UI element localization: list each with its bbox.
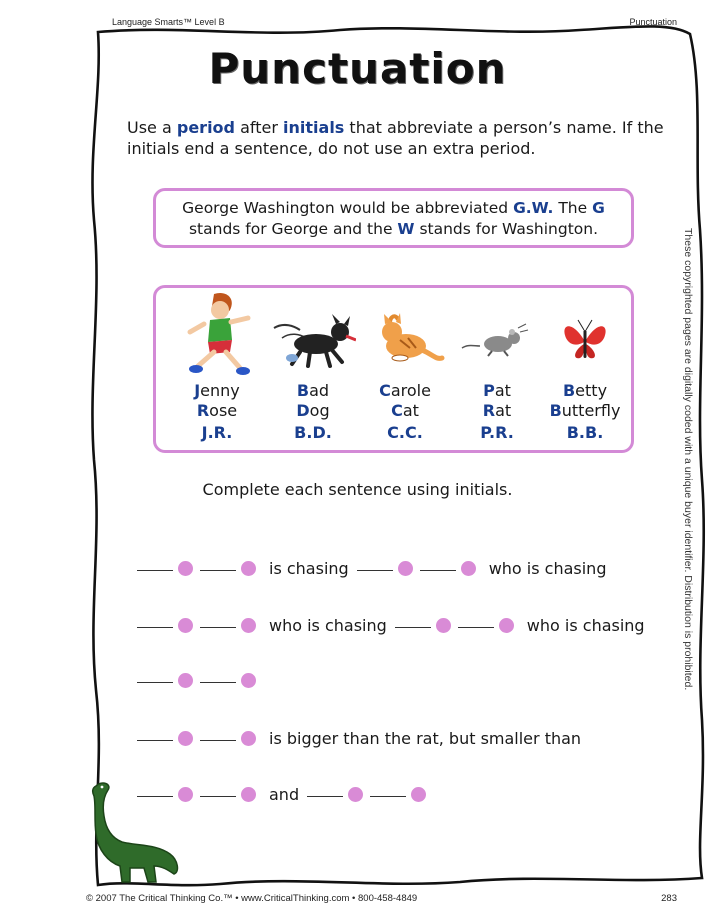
initials-label: P.R. xyxy=(480,423,514,442)
dog-icon xyxy=(270,288,356,380)
last-name-rest: at xyxy=(402,401,419,420)
first-initial-letter: C xyxy=(379,381,391,400)
first-name xyxy=(174,381,260,401)
example-text xyxy=(166,198,621,240)
sentence-row-1 xyxy=(137,558,614,582)
example-fragment: stands for George and the xyxy=(188,220,398,238)
last-initial-letter: R xyxy=(482,401,496,420)
instructions-text: after xyxy=(235,118,284,137)
instructions xyxy=(127,117,667,159)
first-name xyxy=(362,381,448,401)
period-dot xyxy=(398,561,413,576)
period-dot xyxy=(461,561,476,576)
keyword-period: period xyxy=(176,118,235,137)
period-dot xyxy=(178,731,193,746)
answer-blank[interactable] xyxy=(420,570,456,571)
first-initial-letter: B xyxy=(562,381,576,400)
initials-label: B.B. xyxy=(566,423,604,442)
rat-icon xyxy=(454,288,540,380)
butterfly-icon xyxy=(542,288,628,380)
example-letter-w: W xyxy=(397,220,415,238)
answer-blank[interactable] xyxy=(137,682,173,683)
answer-blank[interactable] xyxy=(200,796,236,797)
period-dot xyxy=(241,731,256,746)
answer-blank[interactable] xyxy=(137,570,173,571)
example-initials: G.W. xyxy=(513,199,554,217)
sentence-row-2 xyxy=(137,615,653,639)
period-dot xyxy=(411,787,426,802)
first-name xyxy=(454,381,540,401)
exercise-heading: Complete each sentence using initials. xyxy=(202,480,513,499)
answer-blank[interactable] xyxy=(458,627,494,628)
instructions-text: Use a xyxy=(127,118,177,137)
answer-blank[interactable] xyxy=(200,740,236,741)
last-name xyxy=(362,401,448,421)
header-topic-label: Punctuation xyxy=(629,17,677,27)
last-name-rest: utterfly xyxy=(561,401,621,420)
last-name xyxy=(270,401,356,421)
last-name-rest: at xyxy=(495,401,512,420)
animals-box xyxy=(153,285,634,453)
page-title: Punctuation xyxy=(208,44,507,93)
first-initial-letter: B xyxy=(296,381,310,400)
first-name-rest: etty xyxy=(575,381,608,400)
example-fragment: George Washington would be abbreviated xyxy=(182,199,514,217)
instructions-text: that abbreviate a person’s name. If the initials end a sentence, do not use an extra period. xyxy=(127,118,664,158)
period-dot xyxy=(499,618,514,633)
keyword-initials: initials xyxy=(283,118,345,137)
initials-label: C.C. xyxy=(387,423,423,442)
period-dot xyxy=(241,618,256,633)
period-dot xyxy=(241,561,256,576)
first-name-rest: at xyxy=(494,381,511,400)
first-initial-letter: J xyxy=(194,381,201,400)
first-initial-letter: P xyxy=(483,381,495,400)
last-name xyxy=(454,401,540,421)
sentence-text: who is chasing xyxy=(269,616,387,635)
running-girl-icon xyxy=(174,288,260,380)
period-dot xyxy=(178,561,193,576)
answer-blank[interactable] xyxy=(200,682,236,683)
initials-label: B.D. xyxy=(294,423,332,442)
answer-blank[interactable] xyxy=(370,796,406,797)
answer-blank[interactable] xyxy=(137,740,173,741)
last-name xyxy=(174,401,260,421)
answer-blank[interactable] xyxy=(395,627,431,628)
answer-blank[interactable] xyxy=(200,570,236,571)
sentence-text: is chasing xyxy=(269,559,349,578)
first-name-rest: ad xyxy=(309,381,330,400)
sentence-row-3 xyxy=(137,670,263,694)
period-dot xyxy=(178,673,193,688)
example-fragment: The xyxy=(553,199,593,217)
copyright-side-note: These copyrighted pages are digitally coded with a unique buyer identifier. Distribution is prohibited. xyxy=(682,228,694,691)
answer-blank[interactable] xyxy=(137,627,173,628)
first-name-rest: enny xyxy=(200,381,240,400)
example-fragment: stands for Washington. xyxy=(414,220,599,238)
initials-label: J.R. xyxy=(201,423,233,442)
sentence-text: and xyxy=(269,785,300,804)
last-initial-letter: C xyxy=(391,401,403,420)
first-name-rest: arole xyxy=(390,381,431,400)
period-dot xyxy=(348,787,363,802)
last-initial-letter: R xyxy=(196,401,210,420)
example-box xyxy=(153,188,634,248)
last-name xyxy=(542,401,628,421)
header-series-label: Language Smarts™ Level B xyxy=(112,17,225,27)
sentence-text: who is chasing xyxy=(526,616,645,635)
last-name-rest: ose xyxy=(209,401,238,420)
first-name xyxy=(542,381,628,401)
sentence-text: is bigger than the rat, but smaller than xyxy=(269,729,582,748)
cat-icon xyxy=(362,288,448,380)
first-name xyxy=(270,381,356,401)
period-dot xyxy=(241,787,256,802)
answer-blank[interactable] xyxy=(307,796,343,797)
page-number: 283 xyxy=(661,893,677,904)
period-dot xyxy=(436,618,451,633)
period-dot xyxy=(241,673,256,688)
last-initial-letter: D xyxy=(296,401,310,420)
last-name-rest: og xyxy=(309,401,330,420)
sentence-row-4 xyxy=(137,728,589,752)
footer-copyright: © 2007 The Critical Thinking Co.™ • www.CriticalThinking.com • 800-458-4849 xyxy=(86,893,418,904)
answer-blank[interactable] xyxy=(200,627,236,628)
answer-blank[interactable] xyxy=(357,570,393,571)
dinosaur-icon xyxy=(82,780,182,888)
example-letter-g: G xyxy=(592,199,605,217)
period-dot xyxy=(178,618,193,633)
last-initial-letter: B xyxy=(549,401,562,420)
sentence-text: who is chasing xyxy=(488,559,607,578)
